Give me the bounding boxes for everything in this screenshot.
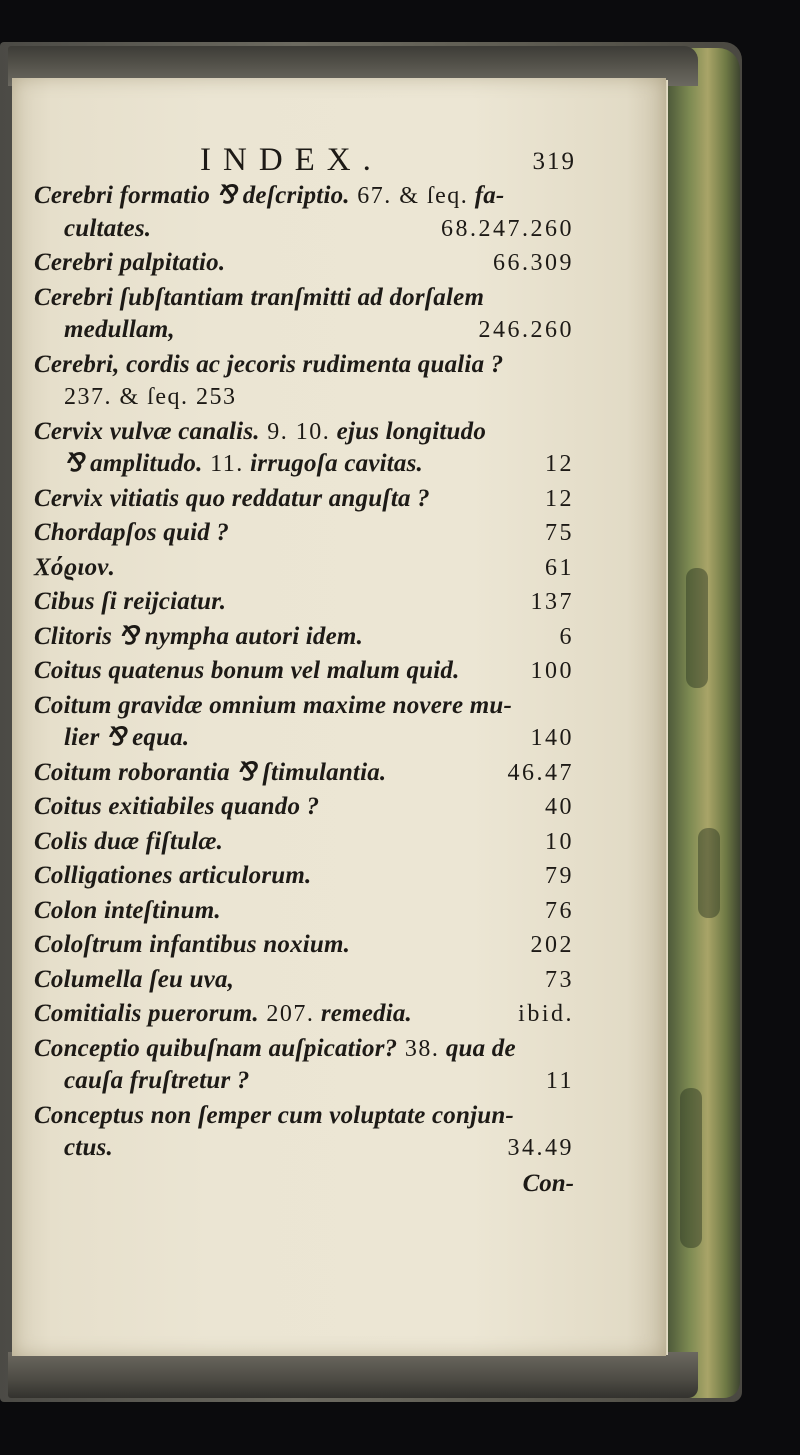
- entry-reference: 11.: [202, 451, 244, 477]
- entry-page-numbers: 140: [530, 725, 574, 751]
- entry-continuation-line: [34, 314, 574, 347]
- entry-page-numbers: 100: [530, 658, 574, 684]
- entry-reference: 207.: [258, 1001, 315, 1027]
- cover-bottom-edge: [8, 1352, 698, 1398]
- entry-term: Coitus quatenus bonum vel malum quid.: [34, 657, 460, 684]
- index-entry: [34, 690, 574, 755]
- index-entry: [34, 621, 574, 654]
- entry-term-continued: ejus longitudo: [330, 417, 487, 445]
- index-entry: [34, 895, 574, 928]
- entry-line: [34, 552, 574, 585]
- index-entry: [34, 483, 574, 516]
- entry-term: Coitum roborantia ⅋ ſtimulantia.: [34, 758, 387, 786]
- entry-term: Coloſtrum infantibus noxium.: [34, 931, 351, 958]
- index-entry: [34, 416, 574, 481]
- entry-term: Chordapſos quid ?: [34, 519, 230, 546]
- entry-reference: 237. & ſeq. 253: [64, 384, 237, 410]
- index-entry: [34, 247, 574, 280]
- entry-term: cauſa fruſtretur ?: [64, 1067, 250, 1094]
- entry-line: [34, 1033, 574, 1066]
- entry-page-numbers: 61: [545, 554, 574, 581]
- entry-line: [34, 586, 574, 619]
- entry-page-numbers: 11: [545, 1068, 574, 1094]
- entry-term: ⅋ amplitudo.: [64, 450, 203, 477]
- index-entry: [34, 964, 574, 997]
- index-entry: [34, 282, 574, 347]
- entry-continuation-line: [34, 1132, 574, 1165]
- entry-line: [34, 349, 574, 382]
- entry-page-numbers: 76: [545, 897, 574, 924]
- index-entry: [34, 180, 574, 245]
- index-entry: [34, 791, 574, 824]
- entry-line: [34, 416, 574, 449]
- entry-page-numbers: 68.247.260: [441, 215, 574, 242]
- entry-term: cultates.: [64, 214, 152, 242]
- index-entry: [34, 655, 574, 688]
- index-entry: [34, 1100, 574, 1165]
- entry-line: [34, 998, 574, 1031]
- entry-line: [34, 655, 574, 688]
- entry-reference: 67. & ſeq.: [349, 183, 469, 209]
- entry-term: Colis duæ fiſtulæ.: [34, 827, 224, 855]
- entry-term: Cerebri palpitatio.: [34, 249, 226, 276]
- index-entry: [34, 998, 574, 1031]
- entry-term: Comitialis puerorum.: [34, 1000, 259, 1027]
- entry-continuation-line: [34, 722, 574, 755]
- entry-term: Colon inteſtinum.: [34, 896, 221, 924]
- entry-line: [34, 483, 574, 516]
- entry-term: Columella ſeu uva,: [34, 965, 235, 993]
- entry-term: Coitum gravidæ omnium maxime novere mu-: [34, 691, 512, 719]
- entry-term: medullam,: [64, 316, 175, 343]
- entry-line: [34, 180, 574, 213]
- entry-page-numbers: 46.47: [507, 759, 574, 786]
- index-entries: [34, 180, 574, 1165]
- book-spine: [668, 48, 740, 1398]
- entry-page-numbers: 137: [530, 589, 574, 615]
- entry-term: Clitoris ⅋ nympha autori idem.: [34, 622, 364, 650]
- entry-line: [34, 757, 574, 790]
- entry-continuation-line: [34, 1065, 574, 1098]
- entry-term-continued: fa-: [468, 182, 505, 209]
- entry-term-continued: remedia.: [314, 1000, 413, 1027]
- entry-line: [34, 929, 574, 962]
- index-entry: [34, 349, 574, 414]
- entry-term: Cerebri formatio ⅋ deſcriptio.: [34, 182, 350, 209]
- entry-page-numbers: 40: [545, 794, 574, 820]
- entry-page-numbers: 246.260: [478, 317, 574, 343]
- entry-page-numbers: 202: [530, 932, 574, 958]
- entry-continuation-line: [34, 381, 574, 414]
- entry-term: Colligationes articulorum.: [34, 862, 312, 889]
- index-entry: [34, 552, 574, 585]
- entry-term: Χόϱιον.: [34, 553, 116, 581]
- entry-line: [34, 690, 574, 723]
- entry-page-numbers: 79: [545, 863, 574, 889]
- entry-term: Conceptio quibuſnam auſpicatior?: [34, 1034, 398, 1062]
- entry-line: [34, 1100, 574, 1133]
- index-entry: [34, 586, 574, 619]
- entry-reference: 38.: [397, 1035, 440, 1062]
- entry-line: [34, 247, 574, 280]
- entry-page-numbers: 66.309: [493, 250, 574, 276]
- entry-term: Conceptus non ſemper cum voluptate conjun-: [34, 1101, 514, 1129]
- running-header: [200, 138, 576, 180]
- catchword-line: [34, 1167, 574, 1201]
- entry-term: Cervix vitiatis quo reddatur anguſta ?: [34, 484, 430, 512]
- index-entry: [34, 860, 574, 893]
- index-entry: [34, 757, 574, 790]
- entry-line: [34, 826, 574, 859]
- entry-term: Cervix vulvæ canalis.: [34, 417, 260, 445]
- entry-continuation-line: [34, 213, 574, 246]
- entry-page-numbers: 75: [545, 520, 574, 546]
- index-entry: [34, 517, 574, 550]
- entry-page-numbers: 10: [545, 828, 574, 855]
- entry-reference: 9. 10.: [259, 418, 331, 445]
- entry-line: [34, 282, 574, 315]
- entry-term-continued: irrugoſa cavitas.: [243, 450, 423, 477]
- entry-term: Cerebri, cordis ac jecoris rudimenta qualia ?: [34, 350, 504, 378]
- catchword: Con-: [522, 1169, 574, 1197]
- entry-page-numbers: 12: [545, 485, 574, 512]
- entry-page-numbers: 12: [545, 451, 574, 477]
- entry-line: [34, 895, 574, 928]
- entry-line: [34, 621, 574, 654]
- entry-page-numbers: ibid.: [518, 1001, 574, 1027]
- entry-page-numbers: 73: [545, 966, 574, 993]
- entry-line: [34, 517, 574, 550]
- entry-continuation-line: [34, 448, 574, 481]
- entry-line: [34, 964, 574, 997]
- entry-term: lier ⅋ equa.: [64, 724, 190, 751]
- index-entry: [34, 929, 574, 962]
- entry-page-numbers: 6: [559, 623, 574, 650]
- entry-line: [34, 860, 574, 893]
- page-number: 319: [532, 148, 576, 175]
- header-title: INDEX.: [200, 142, 383, 178]
- entry-term: ctus.: [64, 1134, 113, 1161]
- index-page-content: [34, 138, 574, 1201]
- entry-term: Cerebri ſubſtantiam tranſmitti ad dorſalem: [34, 283, 485, 311]
- entry-term-continued: qua de: [439, 1034, 516, 1062]
- entry-line: [34, 791, 574, 824]
- index-entry: [34, 1033, 574, 1098]
- entry-term: Cibus ſi reijciatur.: [34, 588, 227, 615]
- entry-term: Coitus exitiabiles quando ?: [34, 793, 320, 820]
- entry-page-numbers: 34.49: [507, 1135, 574, 1161]
- index-entry: [34, 826, 574, 859]
